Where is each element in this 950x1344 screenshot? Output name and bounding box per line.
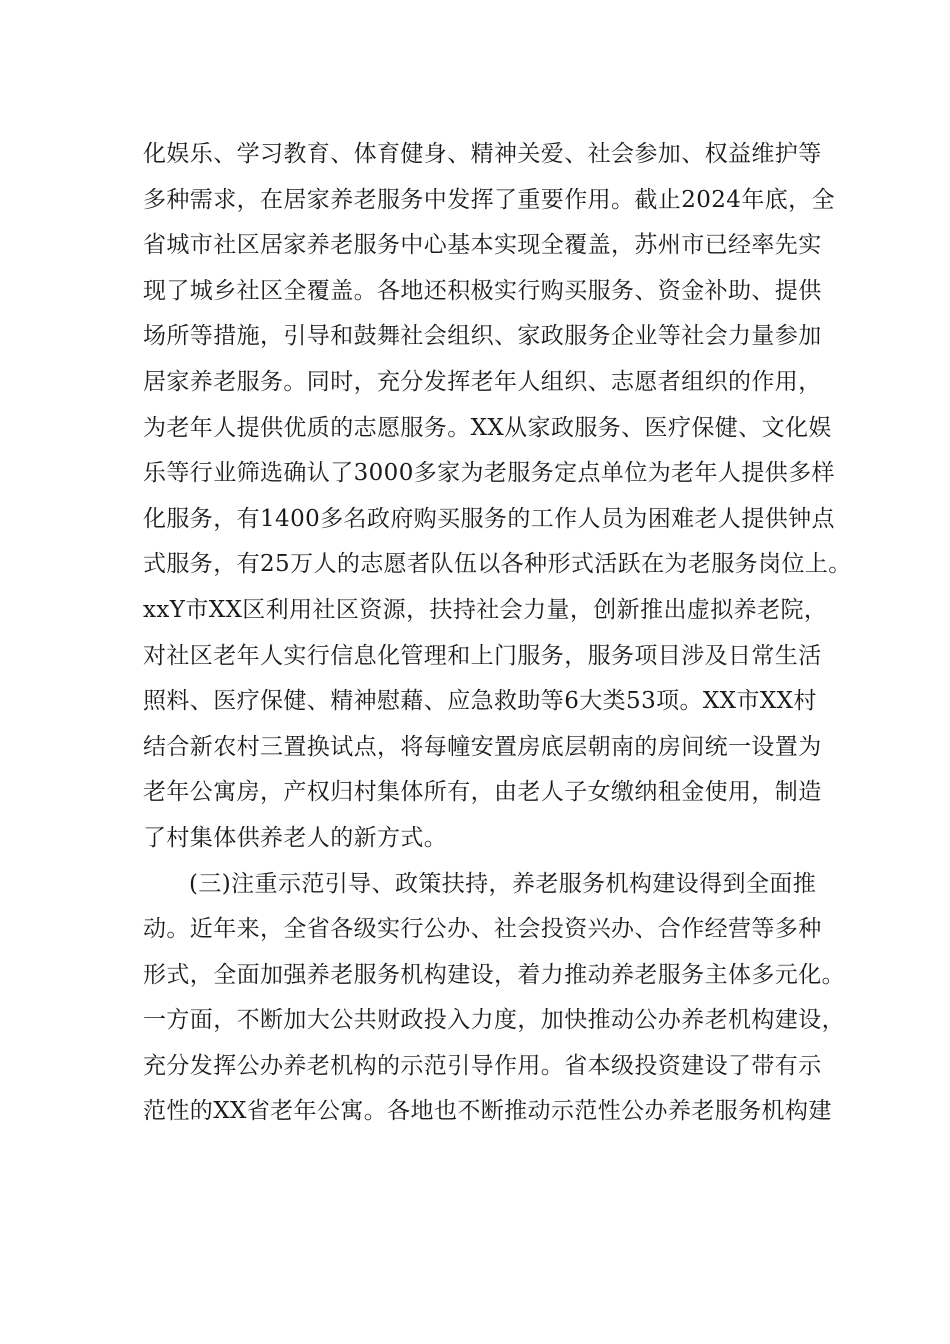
text-line: 了村集体供养老人的新方式。 xyxy=(143,824,448,851)
text-line: 老年公寓房，产权归村集体所有，由老人子女缴纳租金使用，制造 xyxy=(143,779,822,806)
text-line: 为老年人提供优质的志愿服务。XX从家政服务、医疗保健、文化娱 xyxy=(143,414,832,441)
document-body xyxy=(143,132,852,1135)
text-line: 照料、医疗保健、精神慰藉、应急救助等6大类53项。XX市XX村 xyxy=(143,688,817,715)
text-line: 范性的XX省老年公寓。各地也不断推动示范性公办养老服务机构建 xyxy=(143,1098,832,1125)
text-line: xxY市XX区利用社区资源，扶持社会力量，创新推出虚拟养老院， xyxy=(143,596,828,623)
text-line: 一方面，不断加大公共财政投入力度，加快推动公办养老机构建设， xyxy=(143,1007,845,1034)
text-line: 充分发挥公办养老机构的示范引导作用。省本级投资建设了带有示 xyxy=(143,1052,822,1079)
text-line: 省城市社区居家养老服务中心基本实现全覆盖，苏州市已经率先实 xyxy=(143,232,822,259)
text-line: 现了城乡社区全覆盖。各地还积极实行购买服务、资金补助、提供 xyxy=(143,277,822,304)
text-line: 居家养老服务。同时，充分发挥老年人组织、志愿者组织的作用， xyxy=(143,368,822,395)
section-heading-line: (三)注重示范引导、政策扶持，养老服务机构建设得到全面推 xyxy=(189,870,817,897)
text-line: 形式，全面加强养老服务机构建设，着力推动养老服务主体多元化。 xyxy=(143,961,845,988)
text-line: 多种需求，在居家养老服务中发挥了重要作用。截止2024年底，全 xyxy=(143,186,835,213)
text-line: 结合新农村三置换试点，将每幢安置房底层朝南的房间统一设置为 xyxy=(143,733,822,760)
text-line: 对社区老年人实行信息化管理和上门服务，服务项目涉及日常生活 xyxy=(143,642,822,669)
text-line: 场所等措施，引导和鼓舞社会组织、家政服务企业等社会力量参加 xyxy=(143,323,822,350)
text-line: 动。近年来，全省各级实行公办、社会投资兴办、合作经营等多种 xyxy=(143,916,822,943)
text-line: 化服务，有1400多名政府购买服务的工作人员为困难老人提供钟点 xyxy=(143,505,835,532)
text-line: 式服务，有25万人的志愿者队伍以各种形式活跃在为老服务岗位上。 xyxy=(143,551,852,578)
text-line: 乐等行业筛选确认了3000多家为老服务定点单位为老年人提供多样 xyxy=(143,460,835,487)
text-line: 化娱乐、学习教育、体育健身、精神关爱、社会参加、权益维护等 xyxy=(143,141,822,167)
